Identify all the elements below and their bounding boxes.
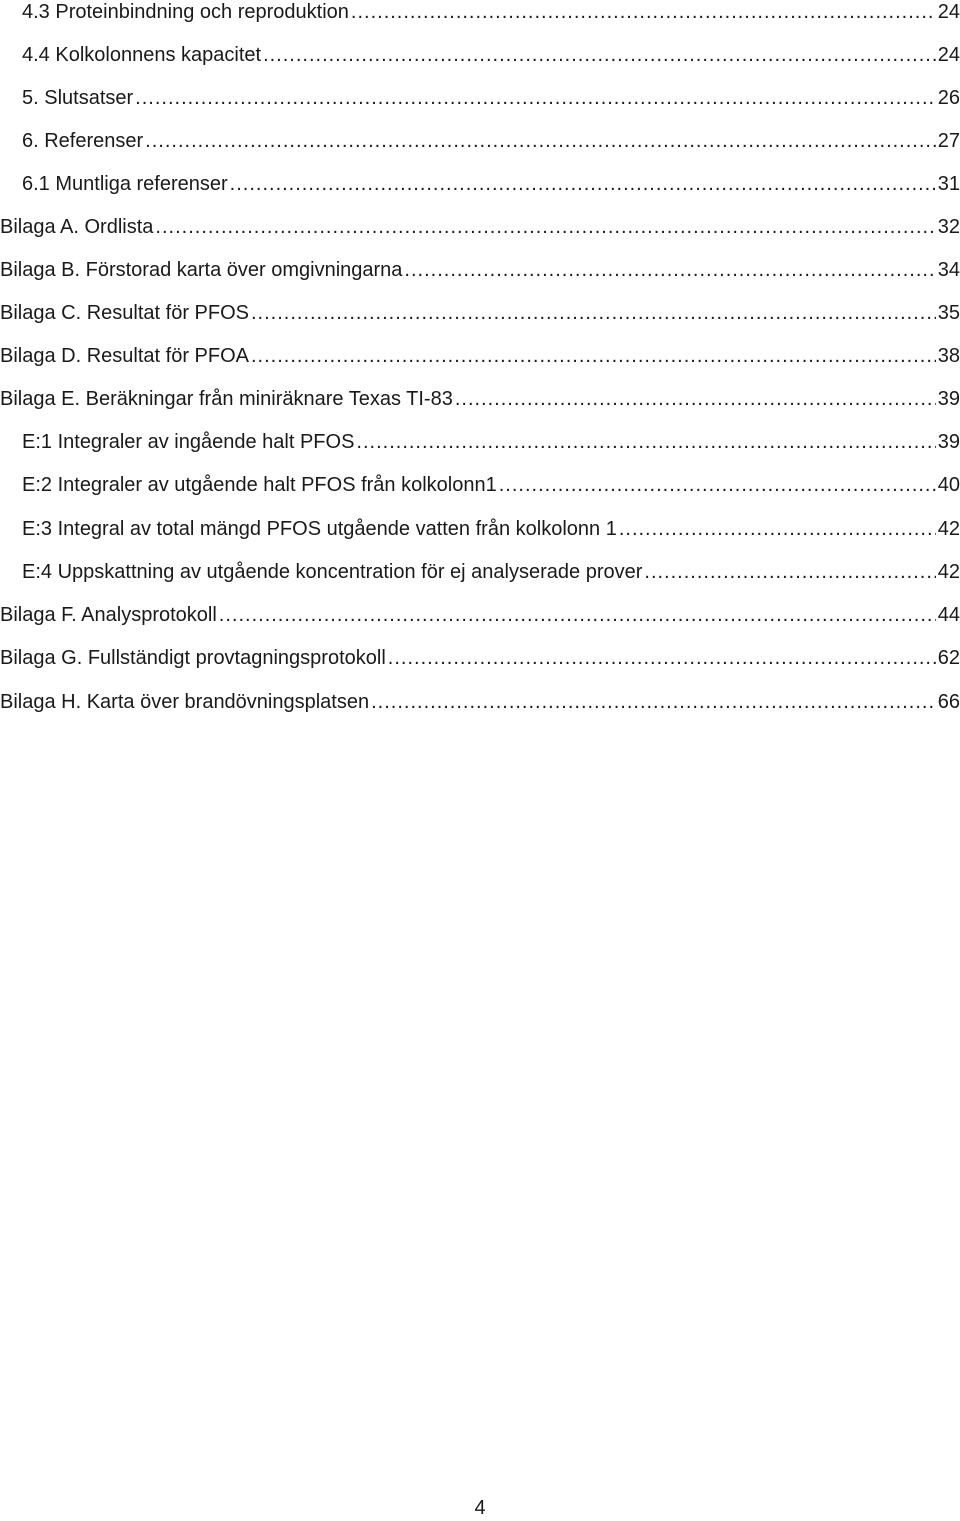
toc-entry[interactable] xyxy=(0,298,960,328)
toc-entry-title: Bilaga G. Fullständigt provtagningsprotokoll xyxy=(0,647,386,669)
toc-entry-page: 26 xyxy=(937,87,960,109)
toc-entry-title: Bilaga H. Karta över brandövningsplatsen xyxy=(0,691,370,713)
toc-leader-dots xyxy=(404,255,935,285)
toc-entry-title: Bilaga D. Resultat för PFOA xyxy=(0,345,249,367)
toc-entry[interactable] xyxy=(0,384,960,414)
toc-entry-page: 39 xyxy=(937,388,960,410)
toc-entry-title: Bilaga F. Analysprotokoll xyxy=(0,604,217,626)
toc-entry-title: 6. Referenser xyxy=(22,130,144,152)
toc-entry-title: E:3 Integral av total mängd PFOS utgående vatten från kolkolonn 1 xyxy=(22,518,617,540)
toc-entry-title: Bilaga A. Ordlista xyxy=(0,216,154,238)
toc-leader-dots xyxy=(371,687,936,717)
toc-entry-title: E:4 Uppskattning av utgående koncentration för ej analyserade prover xyxy=(22,561,643,583)
toc-entry-title: Bilaga C. Resultat för PFOS xyxy=(0,302,249,324)
toc-entry[interactable] xyxy=(0,514,960,544)
toc-entry-title: 5. Slutsatser xyxy=(22,87,134,109)
toc-leader-dots xyxy=(263,40,936,70)
toc-leader-dots xyxy=(499,470,936,500)
toc-entry-page: 62 xyxy=(937,647,960,669)
toc-entry[interactable] xyxy=(0,255,960,285)
toc-entry-title: 4.3 Proteinbindning och reproduktion xyxy=(22,1,349,23)
toc-leader-dots xyxy=(455,384,936,414)
toc-leader-dots xyxy=(388,643,936,673)
toc-leader-dots xyxy=(251,298,936,328)
toc-entry-title: Bilaga B. Förstorad karta över omgivningarna xyxy=(0,259,403,281)
toc-entry-page: 24 xyxy=(937,44,960,66)
toc-leader-dots xyxy=(356,427,935,457)
toc-entry-page: 34 xyxy=(937,259,960,281)
toc-entry-title: 6.1 Muntliga referenser xyxy=(22,173,228,195)
toc-entry-title: Bilaga E. Beräkningar från miniräknare Texas TI-83 xyxy=(0,388,453,410)
toc-entry[interactable] xyxy=(0,643,960,673)
toc-leader-dots xyxy=(251,341,936,371)
toc-entry-page: 31 xyxy=(937,173,960,195)
toc-entry[interactable] xyxy=(0,557,960,587)
toc-entry-page: 27 xyxy=(937,130,960,152)
toc-entry-page: 42 xyxy=(937,518,960,540)
toc-leader-dots xyxy=(351,0,936,27)
toc-entry[interactable] xyxy=(0,0,960,27)
toc-entry-title: E:2 Integraler av utgående halt PFOS från kolkolonn1 xyxy=(22,474,497,496)
toc-entry[interactable] xyxy=(0,83,960,113)
toc-entry-page: 44 xyxy=(937,604,960,626)
toc-leader-dots xyxy=(155,212,935,242)
toc-entry-title: E:1 Integraler av ingående halt PFOS xyxy=(22,431,355,453)
toc-entry[interactable] xyxy=(0,341,960,371)
toc-entry-page: 24 xyxy=(937,1,960,23)
toc-entry[interactable] xyxy=(0,427,960,457)
toc-entry[interactable] xyxy=(0,40,960,70)
toc-leader-dots xyxy=(230,169,936,199)
toc-entry[interactable] xyxy=(0,600,960,630)
toc-entry-page: 66 xyxy=(937,691,960,713)
toc-entry[interactable] xyxy=(0,169,960,199)
toc-leader-dots xyxy=(145,126,936,156)
toc-entry-page: 38 xyxy=(937,345,960,367)
toc-leader-dots xyxy=(135,83,936,113)
toc-leader-dots xyxy=(644,557,935,587)
toc-entry-title: 4.4 Kolkolonnens kapacitet xyxy=(22,44,262,66)
toc-entry-page: 35 xyxy=(937,302,960,324)
toc-entry[interactable] xyxy=(0,470,960,500)
toc-leader-dots xyxy=(619,514,936,544)
toc-entry[interactable] xyxy=(0,126,960,156)
toc-entry[interactable] xyxy=(0,212,960,242)
toc-entry-page: 39 xyxy=(937,431,960,453)
toc-entry-page: 42 xyxy=(937,561,960,583)
toc-entry-page: 40 xyxy=(937,474,960,496)
toc-entry-page: 32 xyxy=(937,216,960,238)
toc-entry[interactable] xyxy=(0,687,960,717)
page-number: 4 xyxy=(474,1497,486,1519)
toc-leader-dots xyxy=(219,600,936,630)
